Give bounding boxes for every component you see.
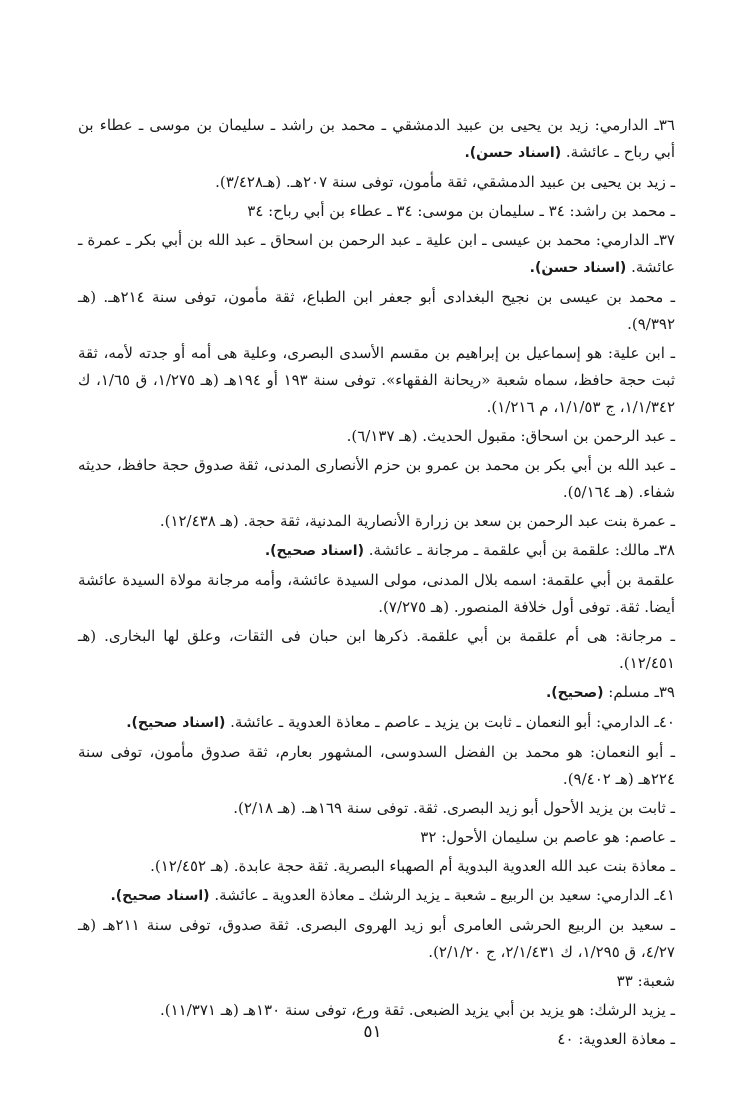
paragraph — [78, 508, 675, 535]
grading-label: (اسناد حسن). — [464, 145, 562, 161]
paragraph-text: ٣٩ـ مسلم: — [608, 683, 675, 701]
paragraph — [78, 537, 675, 565]
paragraph — [78, 452, 675, 506]
paragraph-text: ـ معاذة بنت عبد الله العدوية البدوية أم الصهباء البصرية. ثقة حجة عابدة. (هـ ١٢/٤٥٢). — [150, 857, 675, 875]
paragraph-text: ـ مرجانة: هى أم علقمة بن أبي علقمة. ذكرها ابن حبان فى الثقات، وعلق لها البخارى. (هـ ١٢/٤٥١). — [78, 627, 675, 672]
paragraph — [78, 423, 675, 450]
paragraph-text: ـ محمد بن عيسى بن نجيح البغدادى أبو جعفر ابن الطباع، ثقة مأمون، توفى سنة ٢١٤هـ. (هـ ٩/٣٩٢). — [78, 288, 675, 333]
grading-label: (اسناد صحيح). — [126, 715, 226, 731]
grading-label: (صحيح). — [545, 685, 604, 701]
grading-label: (اسناد حسن). — [529, 260, 627, 276]
paragraph-text: ـ سعيد بن الربيع الحرشى العامرى أبو زيد الهروى البصرى. ثقة صدوق، توفى سنة ٢١١هـ (هـ ٤/٢٧، ق ١/٢٩٥، ك ٢/١/٤٣١، ج ٢/١/٢٠). — [78, 916, 676, 961]
paragraph — [78, 284, 675, 338]
paragraph — [78, 997, 675, 1024]
paragraph-text: ـ أبو النعمان: هو محمد بن الفضل السدوسى، المشهور بعارم، ثقة صدوق مأمون، توفى سنة ٢٢٤هـ (هـ ٩/٤٠٢). — [78, 743, 675, 788]
paragraph — [78, 795, 675, 822]
paragraph — [78, 824, 675, 851]
paragraph — [78, 709, 675, 737]
grading-label: (اسناد صحيح). — [264, 543, 364, 559]
paragraph — [78, 340, 675, 421]
grading-label: (اسناد صحيح). — [110, 888, 210, 904]
paragraph — [78, 853, 675, 880]
paragraph — [78, 679, 675, 707]
paragraph-text: ـ عبد الرحمن بن اسحاق: مقبول الحديث. (هـ ٦/١٣٧). — [346, 427, 675, 445]
document-body — [78, 112, 675, 1055]
paragraph-text: ـ ابن علية: هو إسماعيل بن إبراهيم بن مقسم الأسدى البصرى، وعلية هى أمه أو جدته لأمه، ثقة ثبت حجة حافظ، سماه شعبة «ريحانة الفقهاء». توفى سنة ١٩٣ أو ١٩٤هـ (هـ ١/٢٧٥، ق ١/٦٥، ك ١/١/٣٤٢، ج ١/١/٥٣، م ١/٢١٦). — [78, 344, 676, 416]
paragraph-text: ـ يزيد الرشك: هو يزيد بن أبي يزيد الضبعى. ثقة ورع، توفى سنة ١٣٠هـ (هـ ١١/٣٧١). — [160, 1001, 675, 1019]
paragraph-text: ـ عاصم: هو عاصم بن سليمان الأحول: ٣٢ — [420, 828, 675, 846]
paragraph-text: شعبة: ٣٣ — [616, 972, 675, 990]
paragraph-text: ـ عمرة بنت عبد الرحمن بن سعد بن زرارة الأنصارية المدنية، ثقة حجة. (هـ ١٢/٤٣٨). — [159, 512, 675, 530]
paragraph — [78, 227, 675, 282]
paragraph-text: علقمة بن أبي علقمة: اسمه بلال المدنى، مولى السيدة عائشة، وأمه مرجانة مولاة السيدة عائشة أيضا. ثقة. توفى أول خلافة المنصور. (هـ ٧/٢٧٥). — [78, 571, 675, 616]
paragraph-text: ٣٦ـ الدارمي: زيد بن يحيى بن عبيد الدمشقي ـ محمد بن راشد ـ سليمان بن موسى ـ عطاء بن أبي رباح ـ عائشة. — [78, 116, 675, 161]
paragraph — [78, 912, 675, 966]
paragraph — [78, 739, 675, 793]
paragraph-text: ـ ثابت بن يزيد الأحول أبو زيد البصرى. ثقة. توفى سنة ١٦٩هـ. (هـ ٢/١٨). — [233, 799, 675, 817]
paragraph — [78, 968, 675, 995]
paragraph — [78, 623, 675, 677]
paragraph-text: ـ محمد بن راشد: ٣٤ ـ سليمان بن موسى: ٣٤ ـ عطاء بن أبي رباح: ٣٤ — [247, 202, 675, 220]
page-number: ٥١ — [363, 1022, 382, 1042]
paragraph-text: ٣٨ـ مالك: علقمة بن أبي علقمة ـ مرجانة ـ عائشة. — [368, 541, 675, 559]
paragraph-text: ـ زيد بن يحيى بن عبيد الدمشقي، ثقة مأمون، توفى سنة ٢٠٧هـ. (هـ٣/٤٢٨). — [215, 173, 675, 191]
paragraph-text: ٤٠ـ الدارمي: أبو النعمان ـ ثابت بن يزيد ـ عاصم ـ معاذة العدوية ـ عائشة. — [230, 713, 675, 731]
paragraph — [78, 198, 675, 225]
paragraph — [78, 567, 675, 621]
paragraph-text: ٤١ـ الدارمي: سعيد بن الربيع ـ شعبة ـ يزيد الرشك ـ معاذة العدوية ـ عائشة. — [214, 886, 675, 904]
paragraph-text: ٣٧ـ الدارمي: محمد بن عيسى ـ ابن علية ـ عبد الرحمن بن اسحاق ـ عبد الله بن أبي بكر ـ عمرة ـ عائشة. — [78, 231, 675, 276]
paragraph-text: ـ عبد الله بن أبي بكر بن محمد بن عمرو بن حزم الأنصارى المدنى، ثقة صدوق حجة حافظ، حديثه شفاء. (هـ ٥/١٦٤). — [78, 456, 675, 501]
paragraph-text: ـ معاذة العدوية: ٤٠ — [557, 1030, 675, 1048]
paragraph — [78, 169, 675, 196]
paragraph — [78, 882, 675, 910]
paragraph — [78, 112, 675, 167]
